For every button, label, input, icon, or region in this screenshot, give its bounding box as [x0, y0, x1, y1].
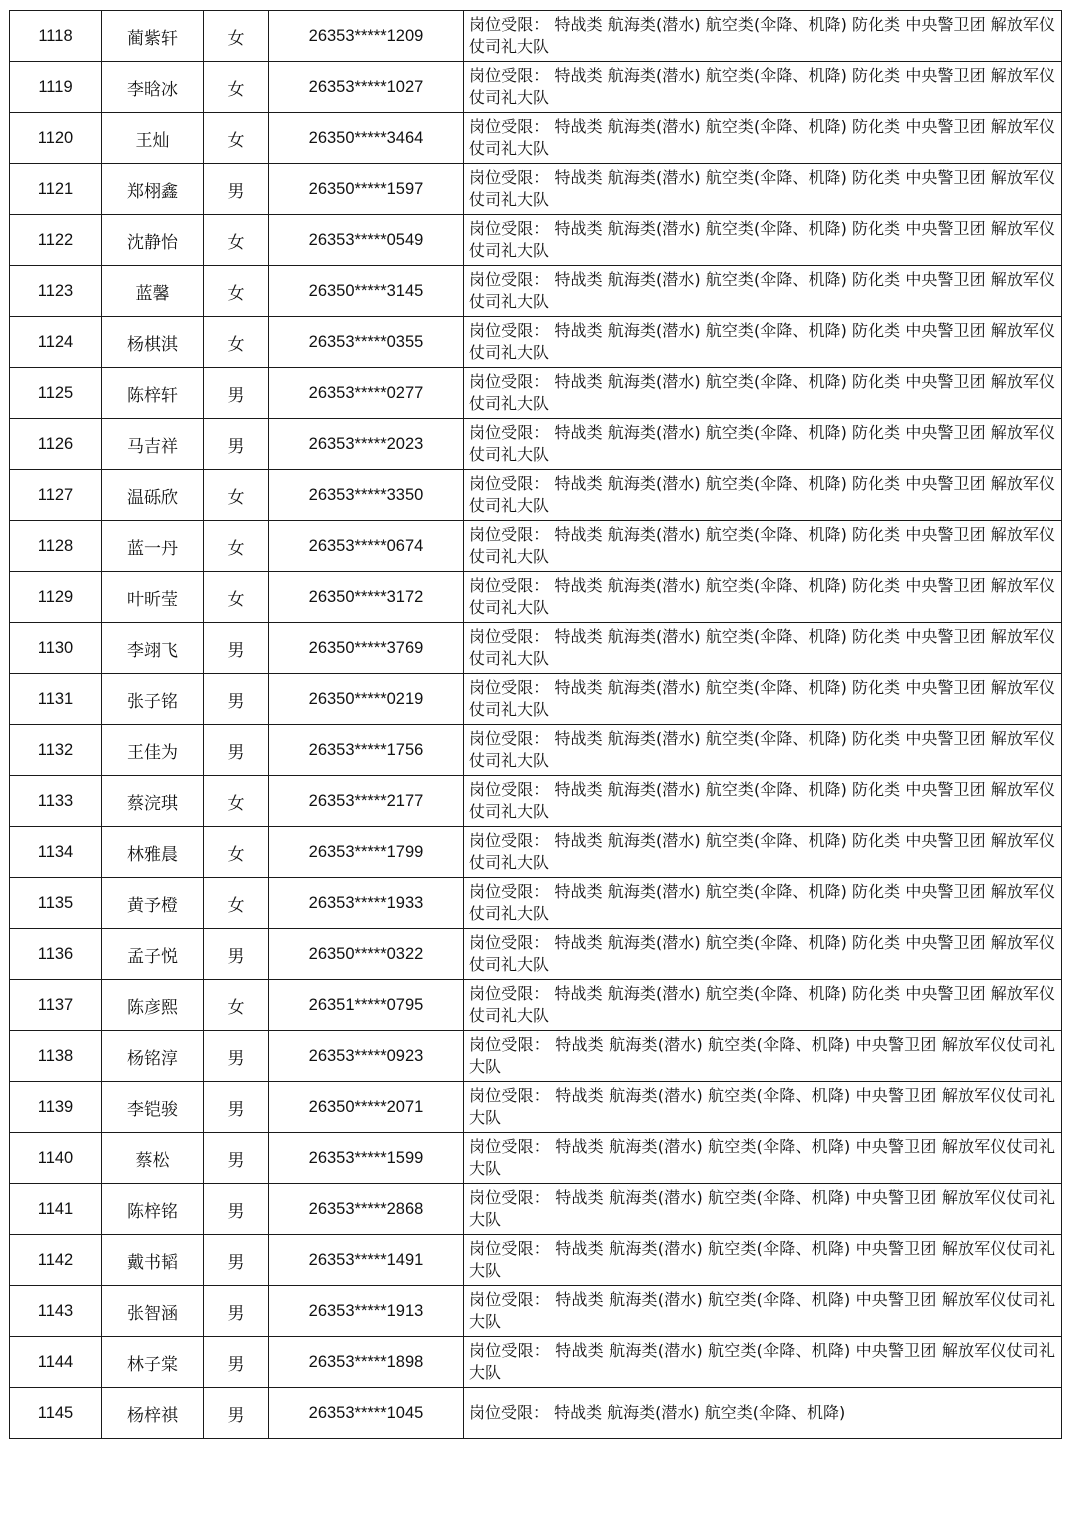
- name-cell: 郑栩鑫: [102, 164, 204, 215]
- serial-number-cell: 1121: [10, 164, 102, 215]
- serial-number-cell: 1122: [10, 215, 102, 266]
- restriction-note-cell: [464, 878, 1062, 929]
- id-number-cell: 26350*****0219: [269, 674, 464, 725]
- id-number-cell: 26350*****1597: [269, 164, 464, 215]
- id-number-cell: 26350*****0322: [269, 929, 464, 980]
- serial-number-cell: 1130: [10, 623, 102, 674]
- id-number-cell: 26353*****1933: [269, 878, 464, 929]
- restriction-note-text: 岗位受限： 特战类 航海类(潜水) 航空类(伞降、机降) 防化类 中央警卫团 解放军仪仗司礼大队: [469, 15, 1055, 56]
- gender-cell: 男: [204, 1337, 269, 1388]
- name-cell: 杨梓祺: [102, 1388, 204, 1439]
- serial-number-cell: 1128: [10, 521, 102, 572]
- gender-cell: 男: [204, 674, 269, 725]
- serial-number-cell: 1136: [10, 929, 102, 980]
- id-number-cell: 26353*****1756: [269, 725, 464, 776]
- gender-cell: 男: [204, 1133, 269, 1184]
- serial-number-cell: 1133: [10, 776, 102, 827]
- serial-number-cell: 1123: [10, 266, 102, 317]
- name-cell: 温砾欣: [102, 470, 204, 521]
- serial-number-cell: 1119: [10, 62, 102, 113]
- gender-cell: 女: [204, 11, 269, 62]
- name-cell: 蓝一丹: [102, 521, 204, 572]
- restriction-note-text: 岗位受限： 特战类 航海类(潜水) 航空类(伞降、机降) 中央警卫团 解放军仪仗司礼大队: [469, 1290, 1055, 1331]
- table-row: [10, 980, 1062, 1031]
- restriction-note-text: 岗位受限： 特战类 航海类(潜水) 航空类(伞降、机降) 防化类 中央警卫团 解放军仪仗司礼大队: [469, 219, 1055, 260]
- id-number-cell: 26353*****1209: [269, 11, 464, 62]
- name-cell: 戴书韬: [102, 1235, 204, 1286]
- id-number-cell: 26350*****3145: [269, 266, 464, 317]
- name-cell: 李翊飞: [102, 623, 204, 674]
- table-row: [10, 1031, 1062, 1082]
- restriction-note-cell: [464, 572, 1062, 623]
- restriction-note-cell: [464, 521, 1062, 572]
- restriction-note-cell: [464, 164, 1062, 215]
- serial-number-cell: 1134: [10, 827, 102, 878]
- table-row: [10, 1337, 1062, 1388]
- serial-number-cell: 1142: [10, 1235, 102, 1286]
- restriction-note-text: 岗位受限： 特战类 航海类(潜水) 航空类(伞降、机降) 防化类 中央警卫团 解放军仪仗司礼大队: [469, 729, 1055, 770]
- restriction-note-text: 岗位受限： 特战类 航海类(潜水) 航空类(伞降、机降) 防化类 中央警卫团 解放军仪仗司礼大队: [469, 984, 1055, 1025]
- serial-number-cell: 1139: [10, 1082, 102, 1133]
- gender-cell: 女: [204, 317, 269, 368]
- name-cell: 陈梓轩: [102, 368, 204, 419]
- serial-number-cell: 1144: [10, 1337, 102, 1388]
- id-number-cell: 26353*****0355: [269, 317, 464, 368]
- restriction-note-text: 岗位受限： 特战类 航海类(潜水) 航空类(伞降、机降) 防化类 中央警卫团 解放军仪仗司礼大队: [469, 117, 1055, 158]
- name-cell: 孟子悦: [102, 929, 204, 980]
- restriction-note-text: 岗位受限： 特战类 航海类(潜水) 航空类(伞降、机降) 防化类 中央警卫团 解放军仪仗司礼大队: [469, 882, 1055, 923]
- id-number-cell: 26353*****2177: [269, 776, 464, 827]
- restriction-note-text: 岗位受限： 特战类 航海类(潜水) 航空类(伞降、机降) 防化类 中央警卫团 解放军仪仗司礼大队: [469, 372, 1055, 413]
- restriction-note-cell: [464, 113, 1062, 164]
- gender-cell: 男: [204, 164, 269, 215]
- restriction-note-cell: [464, 419, 1062, 470]
- table-row: [10, 368, 1062, 419]
- serial-number-cell: 1137: [10, 980, 102, 1031]
- id-number-cell: 26353*****0277: [269, 368, 464, 419]
- gender-cell: 男: [204, 1082, 269, 1133]
- name-cell: 陈梓铭: [102, 1184, 204, 1235]
- restriction-note-cell: [464, 827, 1062, 878]
- restriction-note-text: 岗位受限： 特战类 航海类(潜水) 航空类(伞降、机降): [469, 1403, 846, 1422]
- table-row: [10, 827, 1062, 878]
- id-number-cell: 26353*****2868: [269, 1184, 464, 1235]
- gender-cell: 女: [204, 980, 269, 1031]
- restriction-note-cell: [464, 470, 1062, 521]
- serial-number-cell: 1120: [10, 113, 102, 164]
- restriction-note-text: 岗位受限： 特战类 航海类(潜水) 航空类(伞降、机降) 防化类 中央警卫团 解放军仪仗司礼大队: [469, 525, 1055, 566]
- serial-number-cell: 1145: [10, 1388, 102, 1439]
- restriction-note-text: 岗位受限： 特战类 航海类(潜水) 航空类(伞降、机降) 中央警卫团 解放军仪仗司礼大队: [469, 1239, 1055, 1280]
- restriction-note-cell: [464, 1337, 1062, 1388]
- gender-cell: 女: [204, 62, 269, 113]
- name-cell: 林雅晨: [102, 827, 204, 878]
- restriction-note-text: 岗位受限： 特战类 航海类(潜水) 航空类(伞降、机降) 防化类 中央警卫团 解放军仪仗司礼大队: [469, 474, 1055, 515]
- id-number-cell: 26350*****3769: [269, 623, 464, 674]
- name-cell: 叶昕莹: [102, 572, 204, 623]
- id-number-cell: 26350*****3464: [269, 113, 464, 164]
- gender-cell: 女: [204, 470, 269, 521]
- gender-cell: 女: [204, 521, 269, 572]
- table-row: [10, 1388, 1062, 1439]
- name-cell: 杨棋淇: [102, 317, 204, 368]
- restriction-note-cell: [464, 1184, 1062, 1235]
- restriction-note-cell: [464, 215, 1062, 266]
- name-cell: 张子铭: [102, 674, 204, 725]
- name-cell: 蔡松: [102, 1133, 204, 1184]
- restriction-note-text: 岗位受限： 特战类 航海类(潜水) 航空类(伞降、机降) 防化类 中央警卫团 解放军仪仗司礼大队: [469, 678, 1055, 719]
- table-row: [10, 929, 1062, 980]
- id-number-cell: 26350*****3172: [269, 572, 464, 623]
- name-cell: 林子棠: [102, 1337, 204, 1388]
- restriction-note-text: 岗位受限： 特战类 航海类(潜水) 航空类(伞降、机降) 防化类 中央警卫团 解放军仪仗司礼大队: [469, 576, 1055, 617]
- serial-number-cell: 1118: [10, 11, 102, 62]
- restriction-note-text: 岗位受限： 特战类 航海类(潜水) 航空类(伞降、机降) 防化类 中央警卫团 解放军仪仗司礼大队: [469, 66, 1055, 107]
- gender-cell: 女: [204, 266, 269, 317]
- restriction-note-cell: [464, 266, 1062, 317]
- restriction-note-text: 岗位受限： 特战类 航海类(潜水) 航空类(伞降、机降) 中央警卫团 解放军仪仗司礼大队: [469, 1137, 1055, 1178]
- restriction-note-text: 岗位受限： 特战类 航海类(潜水) 航空类(伞降、机降) 防化类 中央警卫团 解放军仪仗司礼大队: [469, 780, 1055, 821]
- id-number-cell: 26353*****1898: [269, 1337, 464, 1388]
- gender-cell: 男: [204, 1235, 269, 1286]
- gender-cell: 女: [204, 878, 269, 929]
- table-row: [10, 62, 1062, 113]
- serial-number-cell: 1138: [10, 1031, 102, 1082]
- restriction-note-cell: [464, 776, 1062, 827]
- table-row: [10, 266, 1062, 317]
- id-number-cell: 26353*****1913: [269, 1286, 464, 1337]
- serial-number-cell: 1140: [10, 1133, 102, 1184]
- table-row: [10, 164, 1062, 215]
- restriction-note-text: 岗位受限： 特战类 航海类(潜水) 航空类(伞降、机降) 中央警卫团 解放军仪仗司礼大队: [469, 1035, 1055, 1076]
- gender-cell: 男: [204, 1286, 269, 1337]
- restriction-note-text: 岗位受限： 特战类 航海类(潜水) 航空类(伞降、机降) 防化类 中央警卫团 解放军仪仗司礼大队: [469, 423, 1055, 464]
- restriction-note-text: 岗位受限： 特战类 航海类(潜水) 航空类(伞降、机降) 防化类 中央警卫团 解放军仪仗司礼大队: [469, 933, 1055, 974]
- table-row: [10, 1133, 1062, 1184]
- table-row: [10, 725, 1062, 776]
- serial-number-cell: 1129: [10, 572, 102, 623]
- restriction-note-text: 岗位受限： 特战类 航海类(潜水) 航空类(伞降、机降) 防化类 中央警卫团 解放军仪仗司礼大队: [469, 831, 1055, 872]
- gender-cell: 女: [204, 113, 269, 164]
- roster-table: [9, 10, 1062, 1439]
- id-number-cell: 26353*****1045: [269, 1388, 464, 1439]
- serial-number-cell: 1132: [10, 725, 102, 776]
- id-number-cell: 26353*****0549: [269, 215, 464, 266]
- table-row: [10, 521, 1062, 572]
- table-row: [10, 215, 1062, 266]
- table-row: [10, 776, 1062, 827]
- restriction-note-text: 岗位受限： 特战类 航海类(潜水) 航空类(伞降、机降) 防化类 中央警卫团 解放军仪仗司礼大队: [469, 321, 1055, 362]
- serial-number-cell: 1135: [10, 878, 102, 929]
- gender-cell: 女: [204, 827, 269, 878]
- restriction-note-cell: [464, 1082, 1062, 1133]
- gender-cell: 男: [204, 1031, 269, 1082]
- serial-number-cell: 1127: [10, 470, 102, 521]
- table-row: [10, 1082, 1062, 1133]
- id-number-cell: 26353*****1599: [269, 1133, 464, 1184]
- restriction-note-cell: [464, 1286, 1062, 1337]
- serial-number-cell: 1125: [10, 368, 102, 419]
- restriction-note-cell: [464, 674, 1062, 725]
- name-cell: 马吉祥: [102, 419, 204, 470]
- gender-cell: 男: [204, 1184, 269, 1235]
- name-cell: 蔺紫轩: [102, 11, 204, 62]
- restriction-note-cell: [464, 929, 1062, 980]
- table-row: [10, 1235, 1062, 1286]
- name-cell: 王佳为: [102, 725, 204, 776]
- serial-number-cell: 1141: [10, 1184, 102, 1235]
- gender-cell: 女: [204, 215, 269, 266]
- restriction-note-cell: [464, 1031, 1062, 1082]
- restriction-note-cell: [464, 368, 1062, 419]
- restriction-note-cell: [464, 11, 1062, 62]
- name-cell: 黄予橙: [102, 878, 204, 929]
- table-row: [10, 1184, 1062, 1235]
- id-number-cell: 26353*****0923: [269, 1031, 464, 1082]
- gender-cell: 男: [204, 623, 269, 674]
- gender-cell: 男: [204, 368, 269, 419]
- name-cell: 王灿: [102, 113, 204, 164]
- restriction-note-text: 岗位受限： 特战类 航海类(潜水) 航空类(伞降、机降) 中央警卫团 解放军仪仗司礼大队: [469, 1341, 1055, 1382]
- restriction-note-text: 岗位受限： 特战类 航海类(潜水) 航空类(伞降、机降) 中央警卫团 解放军仪仗司礼大队: [469, 1188, 1055, 1229]
- gender-cell: 男: [204, 725, 269, 776]
- restriction-note-cell: [464, 725, 1062, 776]
- restriction-note-cell: [464, 62, 1062, 113]
- restriction-note-text: 岗位受限： 特战类 航海类(潜水) 航空类(伞降、机降) 防化类 中央警卫团 解放军仪仗司礼大队: [469, 270, 1055, 311]
- roster-table-body: [10, 11, 1062, 1439]
- gender-cell: 男: [204, 929, 269, 980]
- table-row: [10, 113, 1062, 164]
- restriction-note-cell: [464, 1133, 1062, 1184]
- id-number-cell: 26353*****0674: [269, 521, 464, 572]
- serial-number-cell: 1126: [10, 419, 102, 470]
- restriction-note-cell: [464, 1235, 1062, 1286]
- gender-cell: 男: [204, 419, 269, 470]
- id-number-cell: 26350*****2071: [269, 1082, 464, 1133]
- serial-number-cell: 1124: [10, 317, 102, 368]
- name-cell: 杨铭淳: [102, 1031, 204, 1082]
- id-number-cell: 26353*****1491: [269, 1235, 464, 1286]
- name-cell: 沈静怡: [102, 215, 204, 266]
- restriction-note-text: 岗位受限： 特战类 航海类(潜水) 航空类(伞降、机降) 中央警卫团 解放军仪仗司礼大队: [469, 1086, 1055, 1127]
- table-row: [10, 317, 1062, 368]
- gender-cell: 男: [204, 1388, 269, 1439]
- name-cell: 蔡浣琪: [102, 776, 204, 827]
- restriction-note-cell: [464, 623, 1062, 674]
- table-row: [10, 1286, 1062, 1337]
- restriction-note-cell: [464, 980, 1062, 1031]
- restriction-note-text: 岗位受限： 特战类 航海类(潜水) 航空类(伞降、机降) 防化类 中央警卫团 解放军仪仗司礼大队: [469, 168, 1055, 209]
- table-row: [10, 623, 1062, 674]
- table-row: [10, 878, 1062, 929]
- table-row: [10, 674, 1062, 725]
- id-number-cell: 26353*****2023: [269, 419, 464, 470]
- table-row: [10, 11, 1062, 62]
- roster-sheet: [9, 10, 1061, 1439]
- id-number-cell: 26351*****0795: [269, 980, 464, 1031]
- name-cell: 蓝馨: [102, 266, 204, 317]
- name-cell: 张智涵: [102, 1286, 204, 1337]
- restriction-note-cell: [464, 1388, 1062, 1439]
- gender-cell: 女: [204, 776, 269, 827]
- name-cell: 陈彦熙: [102, 980, 204, 1031]
- name-cell: 李晗冰: [102, 62, 204, 113]
- id-number-cell: 26353*****3350: [269, 470, 464, 521]
- serial-number-cell: 1131: [10, 674, 102, 725]
- table-row: [10, 419, 1062, 470]
- name-cell: 李铠骏: [102, 1082, 204, 1133]
- id-number-cell: 26353*****1027: [269, 62, 464, 113]
- table-row: [10, 470, 1062, 521]
- table-row: [10, 572, 1062, 623]
- serial-number-cell: 1143: [10, 1286, 102, 1337]
- restriction-note-text: 岗位受限： 特战类 航海类(潜水) 航空类(伞降、机降) 防化类 中央警卫团 解放军仪仗司礼大队: [469, 627, 1055, 668]
- gender-cell: 女: [204, 572, 269, 623]
- id-number-cell: 26353*****1799: [269, 827, 464, 878]
- restriction-note-cell: [464, 317, 1062, 368]
